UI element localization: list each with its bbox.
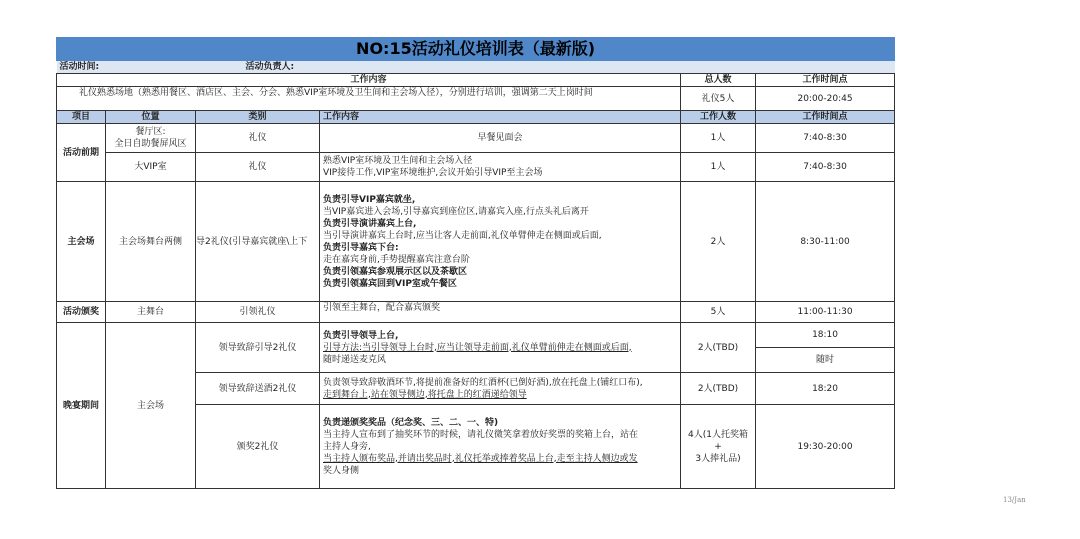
category-cell: 领导致辞引导2礼仪 [196,323,320,373]
summary-people: 礼仪5人 [681,87,756,111]
training-sheet [56,37,894,489]
time-cell: 7:40-8:30 [756,124,895,153]
section-name: 晚宴期间 [57,323,106,489]
people-cell: 1人 [681,124,756,153]
content-line: 当主持人宣布到了抽奖环节的时候，请礼仪微笑拿着放好奖票的奖箱上台，站在 [323,429,639,440]
people-cell: 2人 [681,182,756,302]
people-cell: 2人(TBD) [681,373,756,405]
time-cell: 18:10 [756,323,895,348]
content-line: 负责引导领导上台, [323,330,399,341]
people-cell [681,405,756,489]
people-line: + [714,441,722,452]
content-line: 负责递颁奖奖品（纪念奖、三、二、一、特) [323,417,499,428]
people-cell: 1人 [681,153,756,182]
content-line: 主持人身旁, [323,441,371,452]
col-people: 工作人数 [681,111,756,124]
section-name: 活动前期 [57,124,106,182]
time-cell: 19:30-20:00 [756,405,895,489]
content-cell [320,153,681,182]
table-row [57,323,895,348]
content-cell [320,373,681,405]
content-cell [320,323,681,373]
table-row [57,302,895,323]
training-table [56,37,895,489]
section-name: 活动颁奖 [57,302,106,323]
content-line: 负责引导VIP嘉宾就坐, [323,194,416,205]
content-line: 当主持人颁布奖品,并请出奖品时,礼仪托举或捧着奖品上台,走至主持人侧边或发 [323,453,638,464]
location-cell: 主会场舞台两侧 [106,182,196,302]
location-cell: 主会场 [106,323,196,489]
table-row [57,153,895,182]
category-cell: 颁奖2礼仪 [196,405,320,489]
content-cell [320,405,681,489]
content-line: 奖人身侧 [323,465,360,476]
location-line: 餐厅区: [135,127,166,137]
people-cell: 2人(TBD) [681,323,756,373]
content-line: 负责领导致辞敬酒环节,将提前准备好的红酒杯(已倒好酒),放在托盘上(铺红口布), [323,377,643,388]
content-line: 负责引导演讲嘉宾上台, [323,218,417,229]
location-cell: 主舞台 [106,302,196,323]
category-cell: 礼仪 [196,153,320,182]
content-cell [320,182,681,302]
summary-people-header: 总人数 [681,74,756,87]
time-cell: 8:30-11:00 [756,182,895,302]
content-line: 走在嘉宾身前,手势提醒嘉宾注意台阶 [323,254,470,265]
content-line: 熟悉VIP室环境及卫生间和主会场入径 [323,156,473,166]
content-line: 当VIP嘉宾进入会场,引导嘉宾到座位区,请嘉宾入座,行点头礼后离开 [323,206,589,217]
category-cell: 礼仪 [196,124,320,153]
time-cell: 7:40-8:30 [756,153,895,182]
summary-time-header: 工作时间点 [756,74,895,87]
col-item: 项目 [57,111,106,124]
column-header-row [57,111,895,124]
table-row [57,124,895,153]
people-cell: 5人 [681,302,756,323]
category-cell: 导2礼仪(引导嘉宾就座\上下 [196,182,320,302]
people-line: 3人捧礼品) [695,453,741,464]
summary-content-header: 工作内容 [57,74,681,87]
page-number: 13/Jan [1003,496,1026,504]
location-cell [106,124,196,153]
content-line: 负责引导嘉宾下台: [323,242,399,253]
col-location: 位置 [106,111,196,124]
content-line: 随时递送麦克风 [323,354,387,365]
time-cell: 随时 [756,348,895,373]
table-row [57,182,895,302]
content-line: 当引导演讲嘉宾上台时,应当让客人走前面,礼仪单臂伸走在侧面或后面, [323,230,602,241]
location-line: 全日自助餐屏风区 [114,139,187,149]
content-cell: 早餐见面会 [320,124,681,153]
content-cell: 引领至主舞台，配合嘉宾颁奖 [320,302,681,323]
people-line: 4人(1人托奖箱 [688,429,748,440]
content-line: 负责引领嘉宾回到VIP室或午餐区 [323,278,457,289]
summary-content: 礼仪熟悉场地（熟悉用餐区、酒店区、主会、分会、熟悉VIP室环境及卫生间和主会场入径），分别进行培训，强调第二天上岗时间 [57,87,681,111]
time-cell: 11:00-11:30 [756,302,895,323]
summary-time: 20:00-20:45 [756,87,895,111]
col-category: 类别 [196,111,320,124]
content-line: 负责引领嘉宾参观展示区以及茶歇区 [323,266,468,277]
time-cell: 18:20 [756,373,895,405]
content-line: VIP接待工作,VIP室环境维护,会议开始引导VIP至主会场 [323,168,543,178]
category-cell: 领导致辞送酒2礼仪 [196,373,320,405]
category-cell: 引领礼仪 [196,302,320,323]
section-name: 主会场 [57,182,106,302]
sheet-title: NO:15活动礼仪培训表（最新版) [57,38,895,61]
activity-owner-label: 活动负责人: [196,61,895,74]
content-line: 走到舞台上,站在领导侧边,将托盘上的红酒递给领导 [323,389,527,400]
content-line: 引导方法:当引导领导上台时,应当让领导走前面,礼仪单臂前伸走在侧面或后面, [323,342,632,353]
col-content: 工作内容 [320,111,681,124]
col-time: 工作时间点 [756,111,895,124]
location-cell: 大VIP室 [106,153,196,182]
activity-time-label: 活动时间: [57,61,196,74]
